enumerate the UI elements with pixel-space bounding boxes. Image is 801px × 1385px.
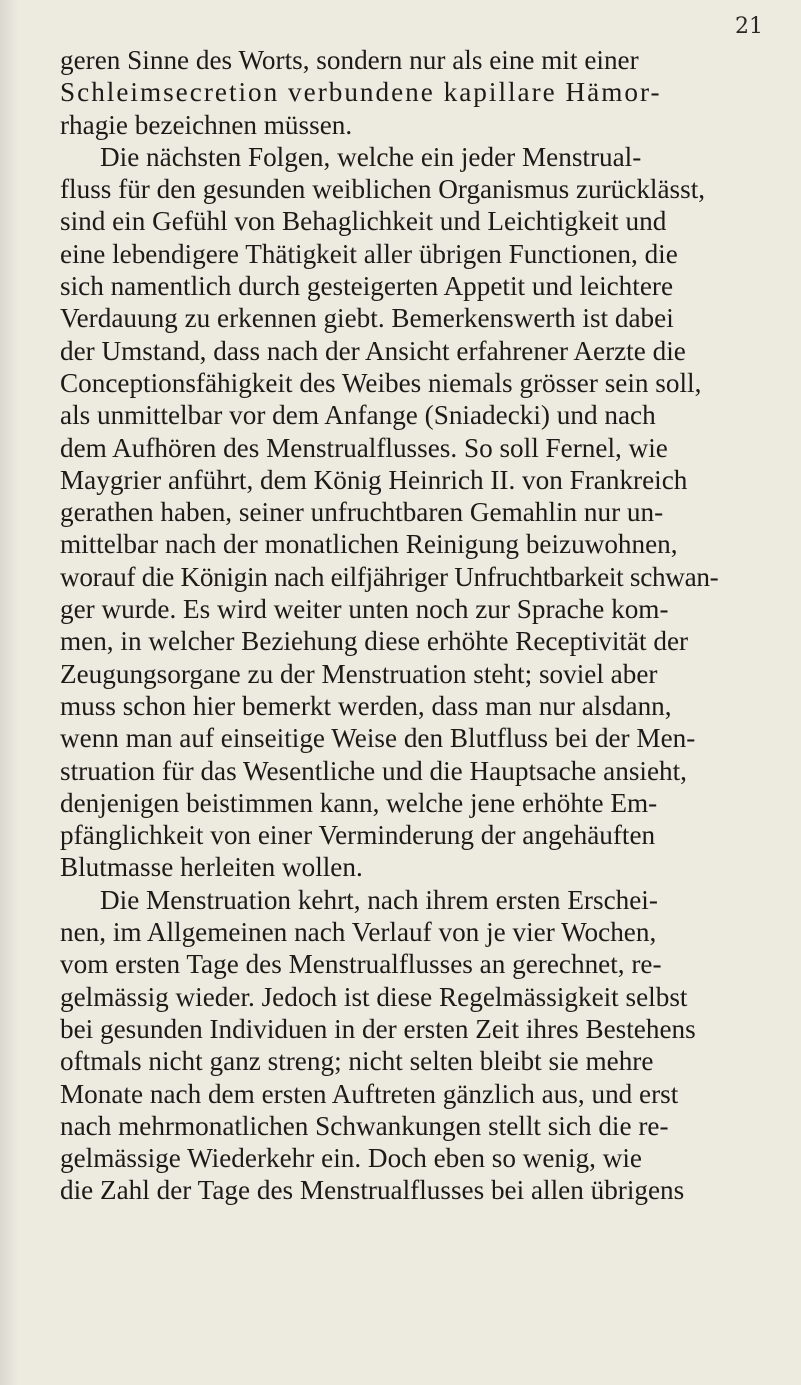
text-line: men, in welcher Beziehung diese erhöhte Receptivität der	[60, 626, 689, 657]
text-line: Verdauung zu erkennen giebt. Bemerkenswerth ist dabei	[60, 303, 674, 334]
text-line: pfänglichkeit von einer Verminderung der angehäuften	[60, 820, 656, 851]
text-line: dem Aufhören des Menstrualflusses. So soll Fernel, wie	[60, 432, 668, 463]
text-line: vom ersten Tage des Menstrualflusses an gerechnet, re-	[60, 949, 662, 980]
text-line: bei gesunden Individuen in der ersten Zeit ihres Bestehens	[60, 1013, 696, 1044]
text-line: Monate nach dem ersten Auftreten gänzlich aus, und erst	[60, 1078, 679, 1109]
text-line: gelmässig wieder. Jedoch ist diese Regelmässigkeit selbst	[60, 981, 688, 1012]
paragraph-start-line: Die nächsten Folgen, welche ein jeder Menstrual-	[100, 141, 642, 172]
text-line: gerathen haben, seiner unfruchtbaren Gemahlin nur un-	[60, 497, 664, 528]
text-line: rhagie bezeichnen müssen.	[60, 109, 353, 140]
text-line: wenn man auf einseitige Weise den Blutfluss bei der Men-	[60, 723, 696, 754]
text-line: oftmals nicht ganz streng; nicht selten bleibt sie mehre	[60, 1046, 654, 1077]
paragraph-start-line: Die Menstruation kehrt, nach ihrem ersten Erschei-	[100, 884, 658, 915]
text-line: Schleimsecretion verbundene kapillare Hämor-	[60, 77, 662, 108]
text-line: eine lebendigere Thätigkeit aller übrigen Functionen, die	[60, 238, 678, 269]
text-line: Maygrier anführt, dem König Heinrich II. von Frankreich	[60, 464, 688, 495]
text-line: gelmässige Wiederkehr ein. Doch eben so wenig, wie	[60, 1143, 642, 1174]
body-text	[60, 44, 760, 1207]
text-line: fluss für den gesunden weiblichen Organismus zurücklässt,	[60, 174, 706, 205]
text-line: geren Sinne des Worts, sondern nur als eine mit einer	[60, 45, 639, 75]
text-line: denjenigen beistimmen kann, welche jene erhöhte Em-	[60, 787, 658, 818]
text-line: struation für das Wesentliche und die Hauptsache ansieht,	[60, 755, 687, 786]
text-line: Conceptionsfähigkeit des Weibes niemals grösser sein soll,	[60, 367, 702, 398]
text-line: die Zahl der Tage des Menstrualflusses bei allen übrigens	[60, 1175, 685, 1206]
text-line: Zeugungsorgane zu der Menstruation steht; soviel aber	[60, 658, 658, 689]
text-line: der Umstand, dass nach der Ansicht erfahrener Aerzte die	[60, 335, 686, 366]
text-line: nach mehrmonatlichen Schwankungen stellt sich die re-	[60, 1110, 669, 1141]
text-line: mittelbar nach der monatlichen Reinigung beizuwohnen,	[60, 529, 678, 560]
text-line: muss schon hier bemerkt werden, dass man nur alsdann,	[60, 690, 672, 721]
text-line: nen, im Allgemeinen nach Verlauf von je vier Wochen,	[60, 917, 657, 948]
text-line: als unmittelbar vor dem Anfange (Sniadecki) und nach	[60, 400, 656, 431]
text-line: sind ein Gefühl von Behaglichkeit und Leichtigkeit und	[60, 206, 667, 237]
text-line: Blutmasse herleiten wollen.	[60, 852, 363, 883]
page-number: 21	[735, 14, 763, 39]
text-line: ger wurde. Es wird weiter unten noch zur Sprache kom-	[60, 594, 669, 625]
text-line: sich namentlich durch gesteigerten Appetit und leichtere	[60, 271, 674, 302]
text-line: worauf die Königin nach eilfjähriger Unfruchtbarkeit schwan-	[60, 561, 719, 592]
